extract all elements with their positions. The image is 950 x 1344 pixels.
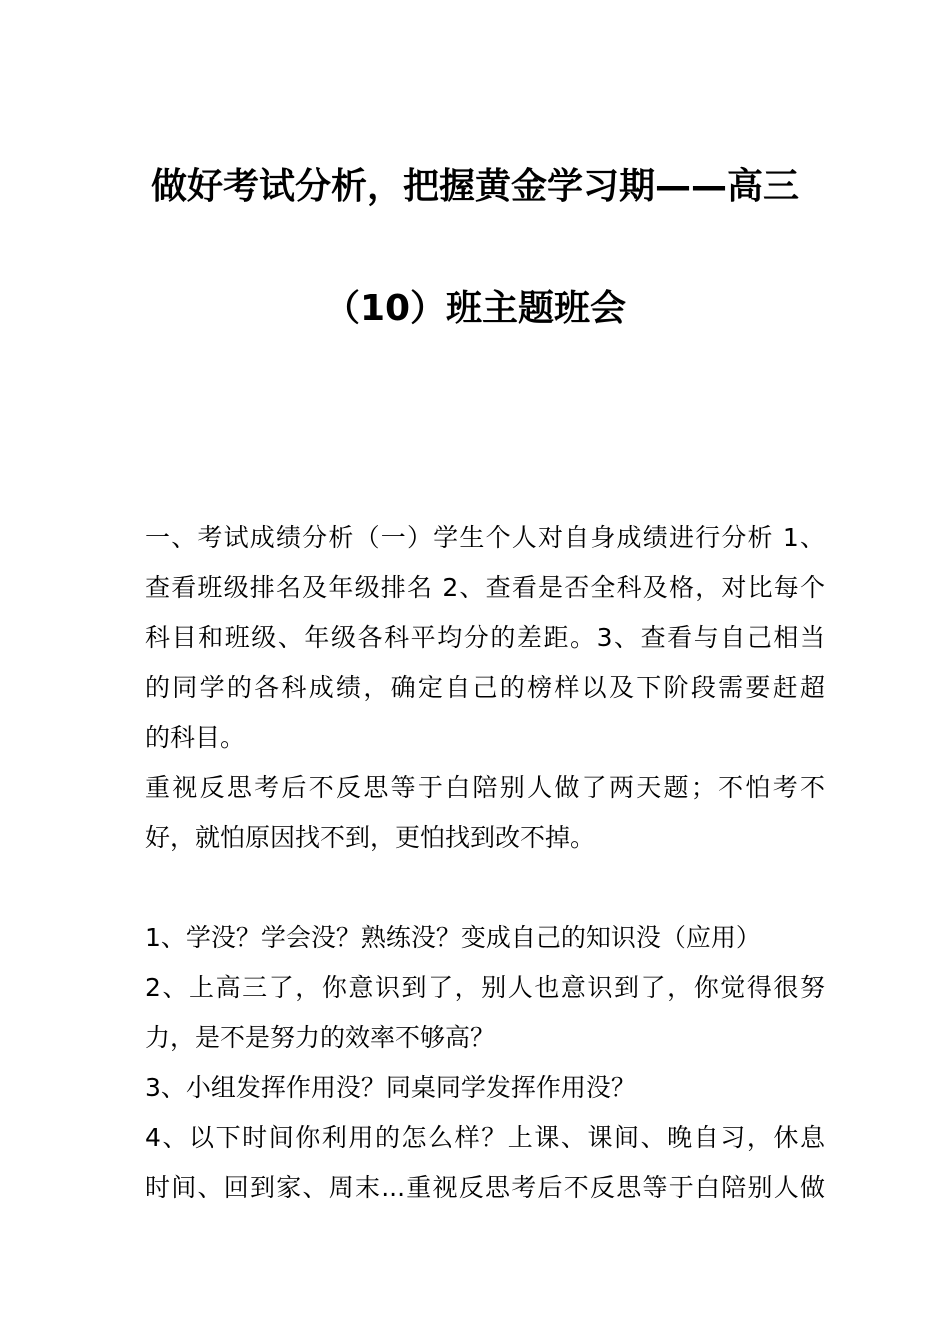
list-item-continuation: 时间、回到家、周末...重视反思考后不反思等于白陪别人做 xyxy=(145,1173,825,1202)
document-title-line-1: 做好考试分析，把握黄金学习期——高三 xyxy=(150,166,799,207)
body-paragraph-line: 好，就怕原因找不到，更怕找到改不掉。 xyxy=(145,823,596,852)
body-paragraph-line: 一、考试成绩分析（一）学生个人对自身成绩进行分析 1、 xyxy=(145,523,825,552)
list-item: 3、小组发挥作用没？同桌同学发挥作用没？ xyxy=(145,1073,636,1102)
list-item-continuation: 力，是不是努力的效率不够高？ xyxy=(145,1023,496,1052)
body-paragraph-line: 查看班级排名及年级排名 2、查看是否全科及格，对比每个 xyxy=(145,573,825,602)
list-item: 2、上高三了，你意识到了，别人也意识到了，你觉得很努 xyxy=(145,973,825,1002)
document-title-line-2: （10）班主题班会 xyxy=(323,288,627,329)
body-paragraph-line: 科目和班级、年级各科平均分的差距。3、查看与自己相当 xyxy=(145,623,825,652)
list-item: 1、学没？学会没？熟练没？变成自己的知识没（应用） xyxy=(145,923,761,952)
body-paragraph-line: 重视反思考后不反思等于白陪别人做了两天题；不怕考不 xyxy=(145,773,825,802)
list-item: 4、以下时间你利用的怎么样？上课、课间、晚自习，休息 xyxy=(145,1123,825,1152)
body-paragraph-line: 的科目。 xyxy=(145,723,246,752)
body-paragraph-line: 的同学的各科成绩，确定自己的榜样以及下阶段需要赶超 xyxy=(145,673,825,702)
